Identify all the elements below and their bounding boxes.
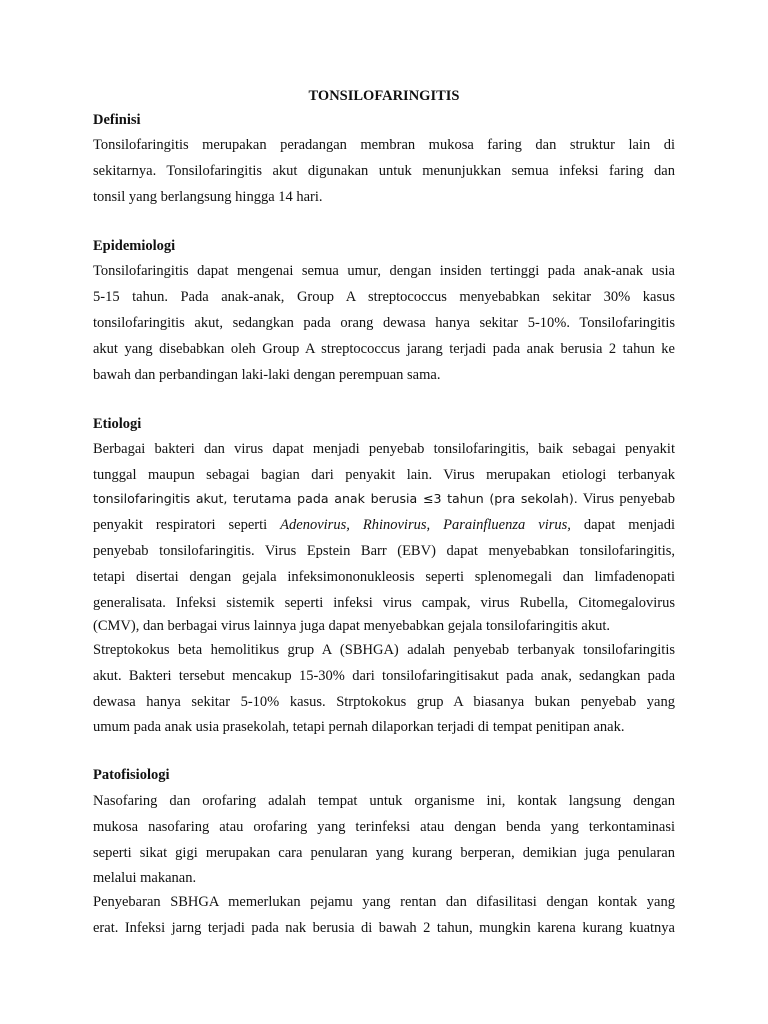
paragraph-line: bawah dan perbandingan laki-laki dengan perempuan sama. [93, 367, 441, 383]
heading-epidemiologi: Epidemiologi [93, 238, 176, 254]
paragraph-line: tunggal maupun sebagai bagian dari penyakit lain. Virus merupakan etiologi terbanyak [93, 467, 675, 483]
paragraph-line: akut yang disebabkan oleh Group A streptococcus jarang terjadi pada anak berusia 2 tahun ke [93, 341, 675, 357]
document-title: TONSILOFARINGITIS [308, 88, 460, 104]
text-run: Virus penyebab [577, 491, 675, 507]
paragraph-line: tonsil yang berlangsung hingga 14 hari. [93, 189, 323, 205]
paragraph-line: Berbagai bakteri dan virus dapat menjadi penyebab tonsilofaringitis, baik sebagai penyakit [93, 441, 675, 457]
heading-patofisiologi: Patofisiologi [93, 767, 170, 783]
paragraph-line: dewasa hanya sekitar 5-10% kasus. Strptokokus grup A biasanya bukan penyebab yang [93, 694, 675, 710]
paragraph-line: Penyebaran SBHGA memerlukan pejamu yang rentan dan difasilitasi dengan kontak yang [93, 894, 675, 910]
sans-text-run: tonsilofaringitis akut, terutama pada anak berusia ≤3 tahun (pra sekolah). [93, 491, 578, 506]
paragraph-line: akut. Bakteri tersebut mencakup 15-30% dari tonsilofaringitisakut pada anak, sedangkan pada [93, 668, 675, 684]
paragraph-line: melalui makanan. [93, 870, 197, 886]
paragraph-line: (CMV), dan berbagai virus lainnya juga dapat menyebabkan gejala tonsilofaringitis akut. [93, 618, 611, 634]
text-run: penyakit respiratori seperti [93, 517, 281, 533]
paragraph-line: Tonsilofaringitis merupakan peradangan membran mukosa faring dan struktur lain di [93, 137, 675, 153]
paragraph-line: Streptokokus beta hemolitikus grup A (SBHGA) adalah penyebab terbanyak tonsilofaringitis [93, 642, 675, 658]
paragraph-line-mixed [93, 515, 675, 535]
paragraph-line: 5-15 tahun. Pada anak-anak, Group A streptococcus menyebabkan sekitar 30% kasus [93, 289, 675, 305]
paragraph-line: erat. Infeksi jarng terjadi pada nak berusia di bawah 2 tahun, mungkin karena kurang kuatnya [93, 920, 675, 936]
paragraph-line: umum pada anak usia prasekolah, tetapi pernah dilaporkan terjadi di tempat penitipan anak. [93, 719, 625, 735]
heading-definisi: Definisi [93, 112, 141, 128]
paragraph-line: tonsilofaringitis akut, sedangkan pada orang dewasa hanya sekitar 5-10%. Tonsilofaringitis [93, 315, 675, 331]
paragraph-line: mukosa nasofaring atau orofaring yang terinfeksi atau dengan benda yang terkontaminasi [93, 819, 675, 835]
paragraph-line: Nasofaring dan orofaring adalah tempat untuk organisme ini, kontak langsung dengan [93, 793, 675, 809]
italic-virus-names: Adenovirus, Rhinovirus, Parainfluenza virus, [280, 517, 571, 533]
paragraph-line: generalisata. Infeksi sistemik seperti infeksi virus campak, virus Rubella, Citomegalovirus [93, 595, 675, 611]
paragraph-line-mixed [93, 489, 675, 509]
paragraph-line: Tonsilofaringitis dapat mengenai semua umur, dengan insiden tertinggi pada anak-anak usia [93, 263, 675, 279]
paragraph-line: tetapi disertai dengan gejala infeksimononukleosis seperti splenomegali dan limfadenopati [93, 569, 675, 585]
paragraph-line: sekitarnya. Tonsilofaringitis akut digunakan untuk menunjukkan semua infeksi faring dan [93, 163, 675, 179]
paragraph-line: seperti sikat gigi merupakan cara penularan yang kurang berperan, demikian juga penularan [93, 845, 675, 861]
paragraph-line: penyebab tonsilofaringitis. Virus Epstein Barr (EBV) dapat menyebabkan tonsilofaringitis, [93, 543, 675, 559]
heading-etiologi: Etiologi [93, 416, 142, 432]
text-run: dapat menjadi [570, 517, 675, 533]
